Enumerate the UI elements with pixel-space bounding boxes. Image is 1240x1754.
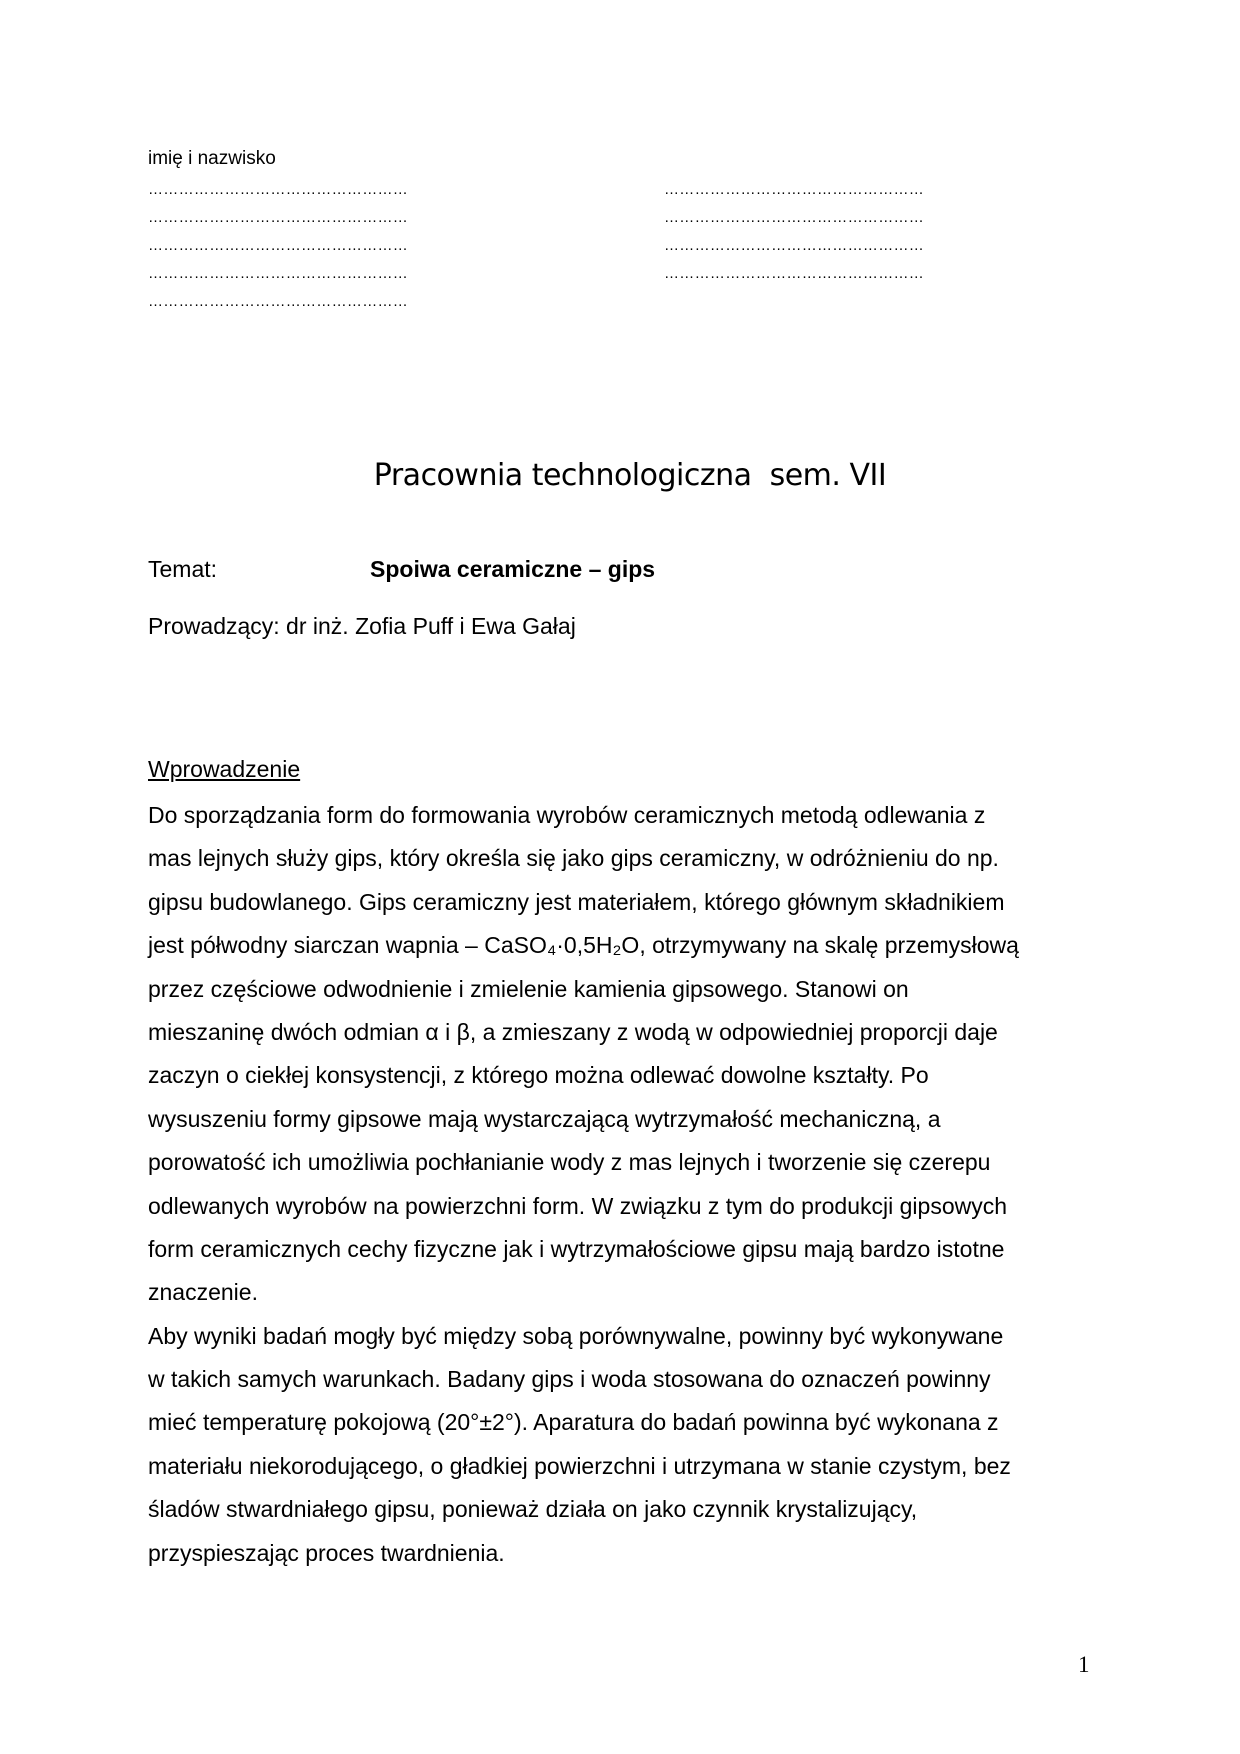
- paragraph-line: odlewanych wyrobów na powierzchni form. W związku z tym do produkcji gipsowych: [148, 1192, 1008, 1219]
- paragraph-line: jest półwodny siarczan wapnia – CaSO₄·0,5H₂O, otrzymywany na skalę przemysłową: [148, 932, 1019, 959]
- name-line: ……………………………………………: [148, 293, 409, 310]
- topic-label: Temat:: [148, 556, 218, 582]
- name-line: ……………………………………………: [148, 209, 409, 226]
- paragraph-line: w takich samych warunkach. Badany gips i woda stosowana do oznaczeń powinny: [148, 1366, 991, 1393]
- name-line: ……………………………………………: [148, 181, 409, 198]
- paragraph-line: przyspieszając proces twardnienia.: [148, 1539, 505, 1566]
- name-line: ……………………………………………: [664, 209, 925, 226]
- name-line: ……………………………………………: [664, 181, 925, 198]
- paragraph-line: materiału niekorodującego, o gładkiej powierzchni i utrzymana w stanie czystym, bez: [148, 1452, 1011, 1479]
- paragraph-line: mieszaninę dwóch odmian α i β, a zmieszany z wodą w odpowiedniej proporcji daje: [148, 1018, 998, 1045]
- topic-row: [148, 556, 656, 583]
- name-line: ……………………………………………: [148, 237, 409, 254]
- paragraph-line: mieć temperaturę pokojową (20°±2°). Aparatura do badań powinna być wykonana z: [148, 1409, 999, 1436]
- page-number: 1: [1078, 1652, 1090, 1677]
- name-line: ……………………………………………: [664, 265, 925, 282]
- document-title: Pracownia technologiczna sem. VII: [373, 458, 887, 493]
- name-line: ……………………………………………: [148, 265, 409, 282]
- name-label: imię i nazwisko: [148, 148, 276, 169]
- instructors: Prowadzący: dr inż. Zofia Puff i Ewa Gałaj: [148, 613, 576, 639]
- body-text: [148, 794, 1098, 1575]
- section-heading: Wprowadzenie: [148, 756, 301, 782]
- paragraph-line: Do sporządzania form do formowania wyrobów ceramicznych metodą odlewania z: [148, 802, 986, 828]
- paragraph-line: porowatość ich umożliwia pochłanianie wody z mas lejnych i tworzenie się czerepu: [148, 1149, 991, 1176]
- paragraph-line: zaczyn o ciekłej konsystencji, z którego można odlewać dowolne kształty. Po: [148, 1062, 929, 1089]
- paragraph-line: przez częściowe odwodnienie i zmielenie kamienia gipsowego. Stanowi on: [148, 975, 909, 1002]
- paragraph-line: form ceramicznych cechy fizyczne jak i wytrzymałościowe gipsu mają bardzo istotne: [148, 1235, 1005, 1262]
- name-lines-right: [664, 176, 924, 288]
- name-lines-left: [148, 176, 408, 316]
- paragraph-line: gipsu budowlanego. Gips ceramiczny jest materiałem, którego głównym składnikiem: [148, 888, 1005, 915]
- paragraph-line: śladów stwardniałego gipsu, ponieważ działa on jako czynnik krystalizujący,: [148, 1496, 918, 1523]
- topic-value: Spoiwa ceramiczne – gips: [370, 556, 656, 582]
- name-line: ……………………………………………: [664, 237, 925, 254]
- paragraph-line: mas lejnych służy gips, który określa się jako gips ceramiczny, w odróżnieniu do np.: [148, 845, 999, 872]
- paragraph-line: znaczenie.: [148, 1279, 258, 1306]
- paragraph-line: wysuszeniu formy gipsowe mają wystarczającą wytrzymałość mechaniczną, a: [148, 1105, 941, 1132]
- paragraph-line: Aby wyniki badań mogły być między sobą porównywalne, powinny być wykonywane: [148, 1322, 1004, 1349]
